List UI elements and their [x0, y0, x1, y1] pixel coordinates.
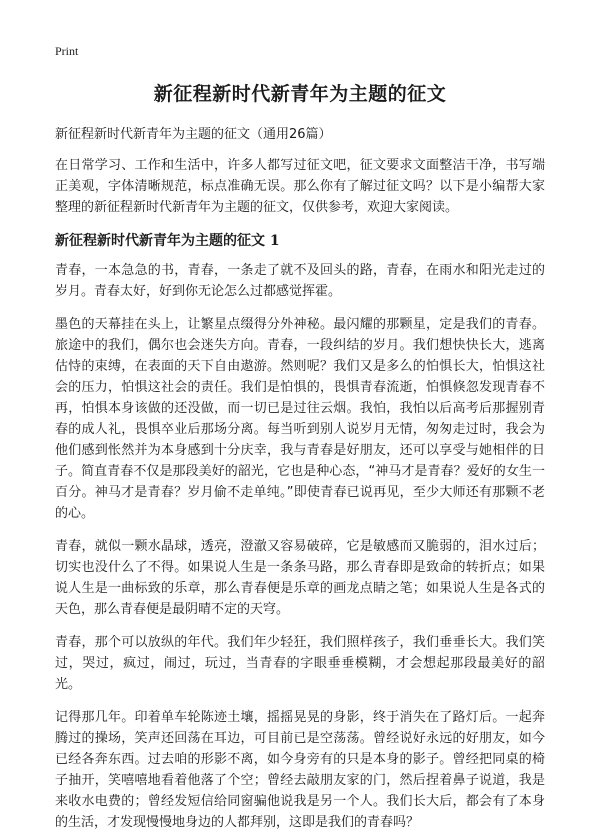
- page-title: 新征程新时代新青年为主题的征文: [153, 83, 447, 105]
- essay-paragraph-3: 青春，就似一颗水晶球，透亮，澄澈又容易破碎，它是敏感而又脆弱的，泪水过后；切实也没什么了不得。如果说人生是一条条马路，那么青春即是致命的转折点；如果说人生是一曲标致的乐章，那么青春便是乐章的画龙点睛之笔；如果说人生是各式的天色，那么青春便是最阴晴不定的天穹。: [55, 539, 545, 617]
- print-link[interactable]: Print: [55, 44, 79, 58]
- essay-paragraph-1: 青春，一本急急的书，青春，一条走了就不及回头的路，青春，在雨水和阳光走过的岁月。青春太好，好到你无论怎么过都感觉挥霍。: [55, 263, 545, 299]
- essay-paragraph-4: 青春，那个可以放纵的年代。我们年少轻狂，我们照样孩子，我们垂垂长大。我们笑过，哭过，疯过，闹过，玩过，当青春的字眼垂垂模糊，才会想起那段最美好的韶光。: [55, 635, 545, 692]
- section-heading: 新征程新时代新青年为主题的征文 1: [55, 233, 280, 249]
- intro-paragraph: 在日常学习、工作和生活中，许多人都写过征文吧，征文要求文面整洁干净，书写端正美观，字体清晰规范，标点准确无误。那么你有了解过征文吗？以下是小编帮大家整理的新征程新时代新青年为主题的征文，仅供参考，欢迎大家阅读。: [55, 158, 545, 215]
- document-subtitle: 新征程新时代新青年为主题的征文（通用26篇）: [55, 127, 332, 142]
- essay-paragraph-2: 墨色的天幕挂在头上，让繁星点缀得分外神秘。最闪耀的那颗星，定是我们的青春。旅途中的我们，偶尔也会迷失方向。青春，一段纠结的岁月。我们想快快长大，逃离估恃的束缚，在表面的天下自由遨游。然则呢？我们又是多么的怕惧长大，怕惧这社会的压力，怕惧这社会的责任。我们是怕惧的，畏惧青春流逝，怕惧倏忽发现青春不再，怕惧本身该做的还没做，而一切已是过往云烟。我怕，我怕以后高考后那握别青春的成人礼，畏惧卒业后那场分离。每当听到别人说岁月无情，匆匆走过时，我会为他们感到怅然并为本身感到十分庆幸，我与青春是好朋友，还可以享受与她相伴的日子。简直青春不仅是那段美好的韶光，它也是种心态，“神马才是青春？爱好的女生一百分。神马才是青春？岁月偷不走单纯。”即使青春已说再见，至少大师还有那颗不老的心。: [55, 317, 545, 521]
- essay-paragraph-5: 记得那几年。印着单车轮陈迹土壤，摇摇晃晃的身影，终于消失在了路灯后。一起奔腾过的操场，笑声还回荡在耳边，可目前已是空荡荡。曾经说好永远的好朋友，如今已经各奔东西。过去咱的形影不离，如今身旁有的只是本身的影子。曾经把同桌的椅子抽开，笑嘻嘻地看着他落了个空；曾经去敲朋友家的门，然后捏着鼻子说道，我是来收水电费的；曾经发短信给同窗骗他说我是另一个人。我们长大后，都会有了本身的生活，才发现慢慢地身边的人都拜别，这即是我们的青春吗？: [55, 710, 545, 830]
